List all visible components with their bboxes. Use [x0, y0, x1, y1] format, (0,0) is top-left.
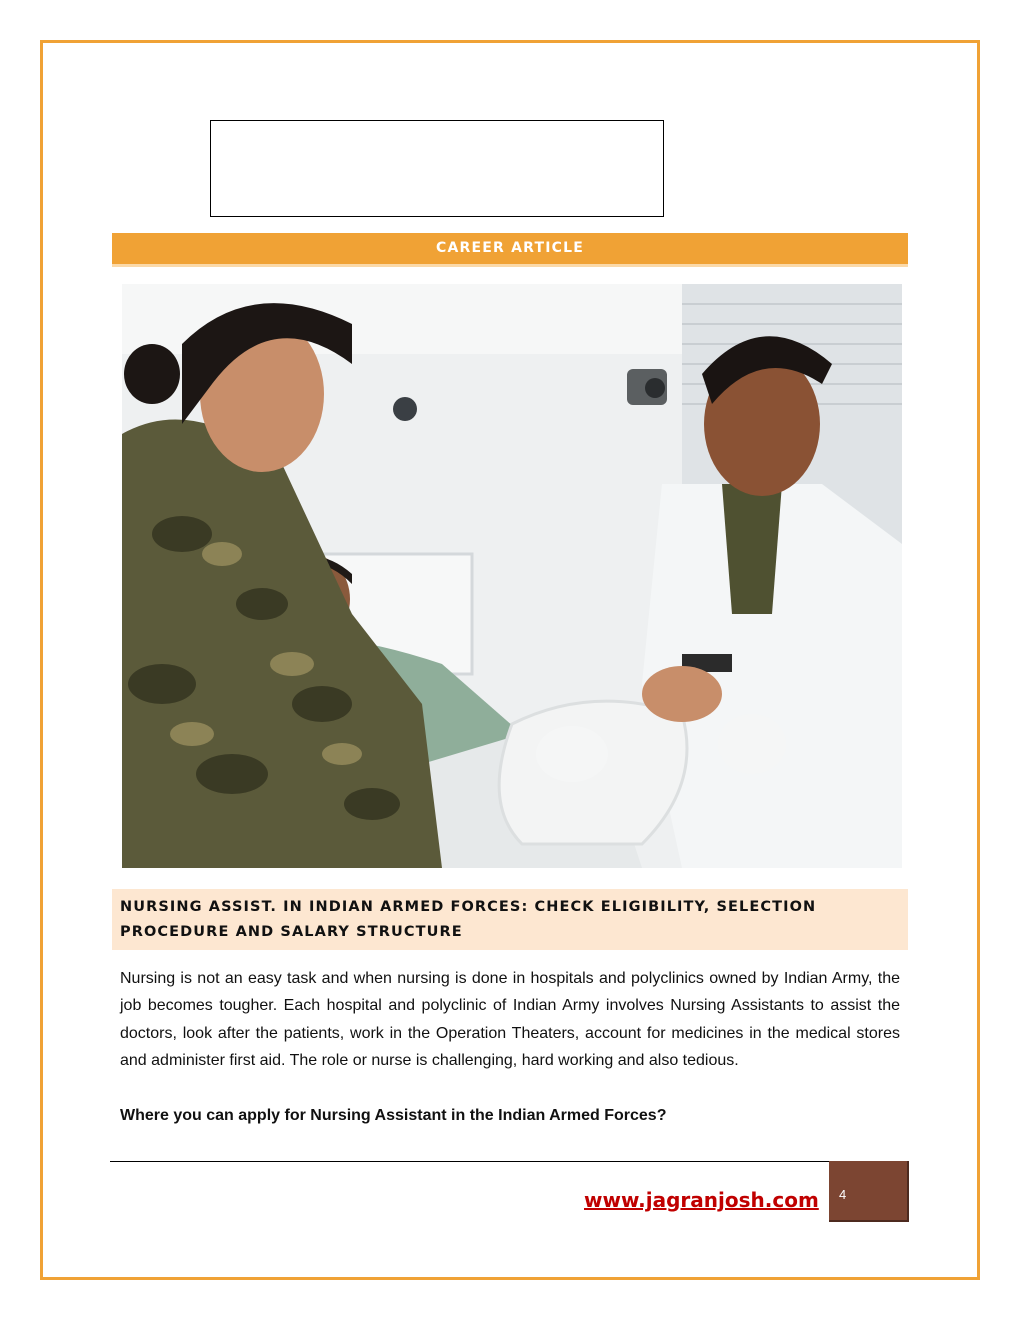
footer-divider: [110, 1161, 830, 1162]
career-article-banner: [112, 233, 908, 267]
section-subheading: Where you can apply for Nursing Assistant in the Indian Armed Forces?: [120, 1107, 667, 1124]
nurses-photo-illustration: [122, 284, 902, 868]
article-photo: [122, 284, 902, 868]
intro-paragraph: Nursing is not an easy task and when nursing is done in hospitals and polyclinics owned by Indian Army, the job becomes tougher. Each hospital and polyclinic of Indian Army involves Nursing Assistants to assist the doctors, look after the patients, work in the Operation Theaters, account for medicines in the medical stores and administer first aid. The role or nurse is challenging, hard working and also tedious.: [120, 970, 900, 1069]
headline-text: NURSING ASSIST. IN INDIAN ARMED FORCES: CHECK ELIGIBILITY, SELECTION PROCEDURE AND SALARY STRUCTURE: [120, 899, 817, 940]
article-headline: [112, 889, 908, 950]
site-link[interactable]: www.jagranjosh.com: [584, 1188, 819, 1212]
page-number: 4: [839, 1187, 847, 1202]
banner-label: CAREER ARTICLE: [436, 240, 584, 256]
empty-header-box: [210, 120, 664, 217]
page-number-box: [829, 1161, 909, 1222]
